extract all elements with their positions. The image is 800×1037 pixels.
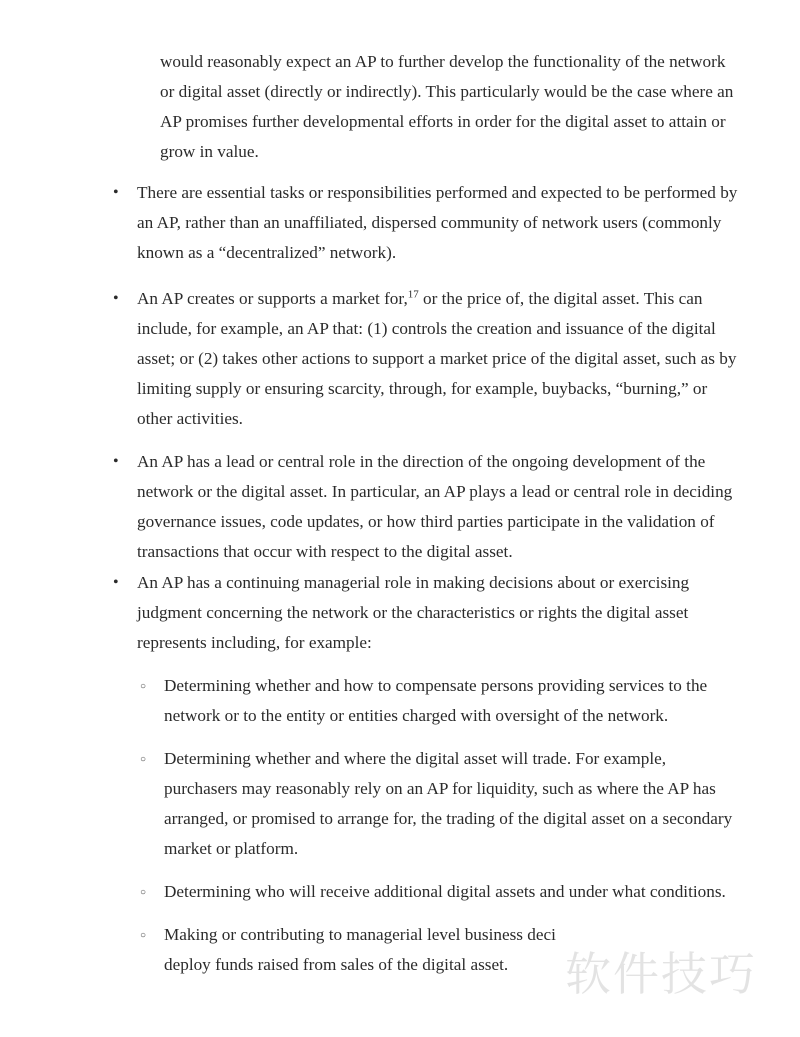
bullet-text-before-footnote: An AP creates or supports a market for,	[137, 289, 408, 308]
sub-bullet-text-line-2: deploy funds raised from sales of the digital asset.	[164, 955, 509, 974]
bullet-item	[113, 178, 745, 268]
sub-bullet-item	[140, 671, 741, 731]
sub-bullet-marker: ○	[140, 754, 147, 765]
bullet-item	[113, 568, 745, 658]
bullet-marker: •	[113, 184, 119, 201]
bullet-item	[113, 284, 745, 434]
sub-bullet-marker: ○	[140, 887, 147, 898]
bullet-text: An AP has a lead or central role in the direction of the ongoing development of the network or the digital asset. In particular, an AP plays a lead or central role in deciding governance issues, code updates, or how third parties participate in the validation of transactions that occur with respect to the digital asset.	[137, 452, 733, 561]
bullet-text	[137, 284, 745, 434]
watermark: 软件技巧	[565, 947, 757, 1001]
sub-bullet-item	[140, 877, 741, 907]
continuation-paragraph: would reasonably expect an AP to further develop the functionality of the network or digital asset (directly or indirectly). This particularly would be the case where an AP promises further developmental efforts in order for the digital asset to attain or grow in value.	[160, 52, 734, 161]
bullet-text: An AP has a continuing managerial role in making decisions about or exercising judgment concerning the network or the characteristics or rights the digital asset represents including, for example:	[137, 573, 690, 652]
bullet-text: There are essential tasks or responsibilities performed and expected to be performed by an AP, rather than an unaffiliated, dispersed community of network users (commonly known as a “decentralized” network).	[137, 183, 738, 262]
footnote-reference-17[interactable]: 17	[407, 288, 419, 301]
sub-bullet-item	[140, 744, 741, 864]
sub-bullet-text	[164, 920, 741, 980]
sub-bullet-marker: ○	[140, 681, 147, 692]
bullet-marker: •	[113, 453, 119, 470]
sub-bullet-item	[140, 920, 741, 980]
sub-bullet-text: Determining who will receive additional digital assets and under what conditions.	[164, 882, 726, 901]
sub-bullet-text: Determining whether and where the digital asset will trade. For example, purchasers may reasonably rely on an AP for liquidity, such as where the AP has arranged, or promised to arrange for, the trading of the digital asset on a secondary market or platform.	[164, 749, 733, 858]
bullet-item	[113, 447, 745, 567]
bullet-marker: •	[113, 290, 119, 307]
sub-bullet-marker: ○	[140, 930, 147, 941]
bullet-text-after-footnote: or the price of, the digital asset. This can include, for example, an AP that: (1) controls the creation and issuance of the digital asset; or (2) takes other actions to support a market price of the digital asset, such as by limiting supply or ensuring scarcity, through, for example, buybacks, “burning,” or other activities.	[137, 289, 737, 428]
sub-bullet-text: Determining whether and how to compensate persons providing services to the network or to the entity or entities charged with oversight of the network.	[164, 676, 708, 725]
bullet-marker: •	[113, 574, 119, 591]
sub-bullet-text-line-1: Making or contributing to managerial level business deci	[164, 925, 556, 944]
